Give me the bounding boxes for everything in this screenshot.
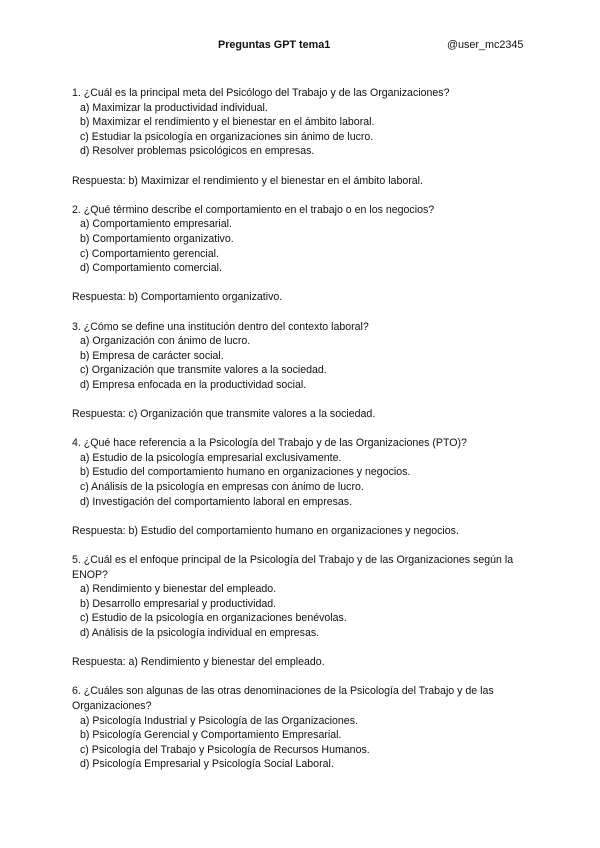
question-block (72, 320, 532, 393)
question-text: 5. ¿Cuál es el enfoque principal de la Psicología del Trabajo y de las Organizaciones según la ENOP? (72, 554, 514, 581)
option-b: b) Maximizar el rendimiento y el bienestar en el ámbito laboral. (80, 116, 375, 129)
option-d: d) Investigación del comportamiento laboral en empresas. (80, 495, 353, 508)
question-block (72, 86, 532, 159)
option-d: d) Empresa enfocada en la productividad social. (80, 378, 307, 391)
options-list (72, 714, 532, 772)
answer-text: Respuesta: a) Rendimiento y bienestar del empleado. (72, 656, 325, 669)
options-list (72, 451, 532, 509)
question-block (72, 553, 532, 641)
option-b: b) Estudio del comportamiento humano en organizaciones y negocios. (80, 466, 411, 479)
options-list (72, 582, 532, 640)
option-a: a) Estudio de la psicología empresarial exclusivamente. (80, 451, 342, 464)
option-d: d) Resolver problemas psicológicos en empresas. (80, 145, 315, 158)
question-text: 2. ¿Qué término describe el comportamiento en el trabajo o en los negocios? (72, 203, 435, 216)
option-a: a) Rendimiento y bienestar del empleado. (80, 583, 277, 596)
option-c: c) Comportamiento gerencial. (80, 247, 219, 260)
option-a: a) Maximizar la productividad individual. (80, 101, 268, 114)
question-text: 6. ¿Cuáles son algunas de las otras denominaciones de la Psicología del Trabajo y de las Organizaciones? (72, 685, 494, 712)
option-d: d) Comportamiento comercial. (80, 262, 222, 275)
option-c: c) Psicología del Trabajo y Psicología de Recursos Humanos. (80, 743, 370, 756)
option-c: c) Organización que transmite valores a la sociedad. (80, 364, 327, 377)
author-handle: @user_mc2345 (447, 39, 524, 51)
option-a: a) Comportamiento empresarial. (80, 218, 232, 231)
answer-text: Respuesta: b) Comportamiento organizativo. (72, 291, 283, 304)
options-list (72, 101, 532, 159)
question-block (72, 203, 532, 276)
question-block (72, 436, 532, 509)
answer-text: Respuesta: c) Organización que transmite valores a la sociedad. (72, 408, 376, 421)
options-list (72, 334, 532, 392)
question-text: 1. ¿Cuál es la principal meta del Psicólogo del Trabajo y de las Organizaciones? (72, 87, 450, 99)
option-c: c) Estudiar la psicología en organizaciones sin ánimo de lucro. (80, 130, 374, 143)
answer-text: Respuesta: b) Estudio del comportamiento humano en organizaciones y negocios. (72, 524, 459, 537)
document-title: Preguntas GPT tema1 (218, 39, 331, 51)
questions-container (72, 86, 532, 787)
question-block (72, 684, 532, 772)
question-text: 4. ¿Qué hace referencia a la Psicología del Trabajo y de las Organizaciones (PTO)? (72, 437, 467, 450)
option-b: b) Empresa de carácter social. (80, 349, 224, 362)
option-d: d) Psicología Empresarial y Psicología Social Laboral. (80, 758, 334, 771)
answer-text: Respuesta: b) Maximizar el rendimiento y el bienestar en el ámbito laboral. (72, 174, 423, 187)
option-a: a) Psicología Industrial y Psicología de las Organizaciones. (80, 714, 358, 727)
option-b: b) Comportamiento organizativo. (80, 232, 234, 245)
option-b: b) Psicología Gerencial y Comportamiento Empresarial. (80, 729, 342, 742)
question-text: 3. ¿Cómo se define una institución dentro del contexto laboral? (72, 320, 369, 333)
option-a: a) Organización con ánimo de lucro. (80, 335, 251, 348)
options-list (72, 217, 532, 275)
option-b: b) Desarrollo empresarial y productividad. (80, 597, 277, 610)
option-d: d) Análisis de la psicología individual en empresas. (80, 626, 320, 639)
option-c: c) Análisis de la psicología en empresas con ánimo de lucro. (80, 481, 364, 494)
option-c: c) Estudio de la psicología en organizaciones benévolas. (80, 612, 347, 625)
